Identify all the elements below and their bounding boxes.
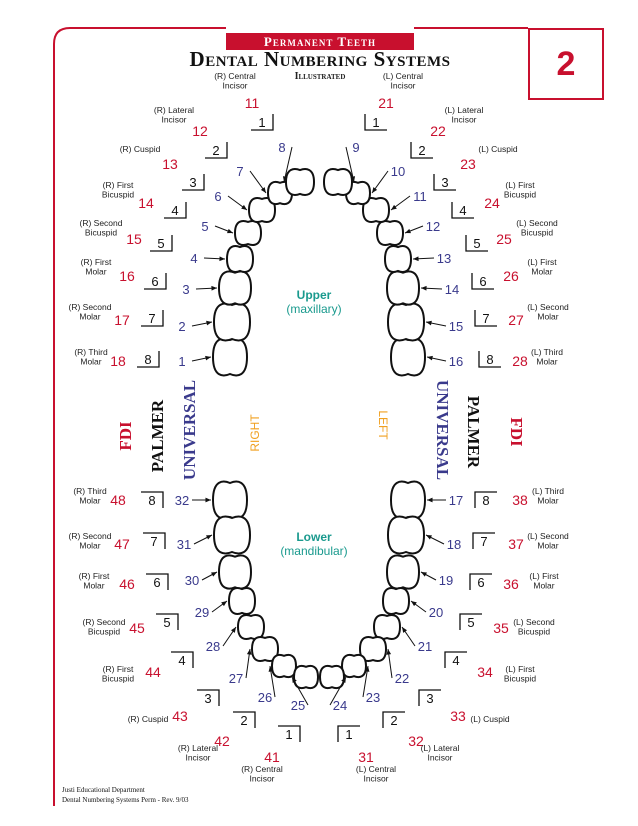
tooth-19 <box>387 555 419 588</box>
universal-number-26: 26 <box>257 690 273 705</box>
palmer-box-lr-0-number: 8 <box>148 493 156 508</box>
palmer-box-lr-5 <box>197 690 219 706</box>
fdi-number-31: 31 <box>358 749 374 765</box>
palmer-box-ur-3-number: 5 <box>157 236 165 251</box>
tooth-name-ur-6: (R) Lateral Incisor <box>153 105 195 125</box>
tooth-26 <box>272 655 296 677</box>
universal-number-6: 6 <box>214 189 222 204</box>
palmer-box-ll-5 <box>419 690 441 706</box>
fdi-label-right: FDI <box>116 421 135 451</box>
tooth-name-ll-5: (L) Cuspid <box>470 714 510 724</box>
palmer-box-ul-7-number: 1 <box>372 115 380 130</box>
palmer-box-ul-4-number: 4 <box>459 203 467 218</box>
fdi-number-16: 16 <box>119 268 135 284</box>
palmer-box-ll-0-number: 8 <box>482 493 490 508</box>
banner: Permanent Teeth <box>226 33 414 50</box>
palmer-box-ul-2-number: 6 <box>479 274 487 289</box>
fdi-number-38: 38 <box>512 492 528 508</box>
tooth-name-ur-1: (R) Second Molar <box>68 302 112 322</box>
palmer-box-ul-3 <box>466 235 488 251</box>
fdi-number-34: 34 <box>477 664 493 680</box>
tooth-name-ul-1: (L) Second Molar <box>527 302 569 322</box>
tooth-name-ur-5: (R) Cuspid <box>119 144 161 154</box>
palmer-box-ll-2-number: 6 <box>477 575 485 590</box>
palmer-box-ur-5 <box>182 174 204 190</box>
universal-number-23: 23 <box>365 690 381 705</box>
tooth-name-lr-3: (R) Second Bicuspid <box>82 617 126 637</box>
tooth-name-ul-5: (L) Cuspid <box>478 144 518 154</box>
tooth-16 <box>391 339 425 376</box>
palmer-box-ll-6 <box>383 712 405 728</box>
pointer-22-head <box>386 649 391 655</box>
tooth-name-lr-7: (R) Central Incisor <box>241 764 283 784</box>
palmer-box-ll-7-number: 1 <box>345 727 353 742</box>
fdi-number-28: 28 <box>512 353 528 369</box>
tooth-32 <box>213 482 247 519</box>
palmer-box-ul-2 <box>472 273 494 289</box>
tooth-4 <box>227 246 253 272</box>
tooth-name-ll-2: (L) First Molar <box>529 571 559 591</box>
pointer-5-head <box>227 229 233 233</box>
palmer-box-lr-7 <box>278 726 300 742</box>
palmer-box-ul-4 <box>452 202 474 218</box>
universal-number-2: 2 <box>178 319 186 334</box>
tooth-name-ll-6: (L) Lateral Incisor <box>420 743 460 763</box>
universal-number-10: 10 <box>390 164 406 179</box>
tooth-name-ll-3: (L) Second Bicuspid <box>513 617 555 637</box>
palmer-box-ur-2 <box>144 273 166 289</box>
palmer-box-ur-6 <box>205 142 227 158</box>
tooth-3 <box>219 271 251 304</box>
universal-number-14: 14 <box>444 282 460 297</box>
universal-number-1: 1 <box>178 354 186 369</box>
fdi-number-32: 32 <box>408 733 424 749</box>
universal-label-left: UNIVERSAL <box>433 379 452 481</box>
universal-label-right: UNIVERSAL <box>180 379 199 481</box>
fdi-number-22: 22 <box>430 123 446 139</box>
palmer-box-ur-3 <box>150 235 172 251</box>
palmer-box-ll-6-number: 2 <box>390 713 398 728</box>
fdi-number-14: 14 <box>138 195 154 211</box>
tooth-name-ul-2: (L) First Molar <box>527 257 557 277</box>
lower-arch-label <box>254 530 374 558</box>
universal-number-27: 27 <box>228 671 244 686</box>
universal-number-7: 7 <box>236 164 244 179</box>
palmer-label-left: PALMER <box>464 395 483 469</box>
universal-number-17: 17 <box>448 493 464 508</box>
tooth-18 <box>388 517 424 554</box>
fdi-number-18: 18 <box>110 353 126 369</box>
palmer-box-ul-5 <box>434 174 456 190</box>
palmer-box-ur-1 <box>141 310 163 326</box>
fdi-number-46: 46 <box>119 576 135 592</box>
upper-arch-title: Upper <box>296 288 332 302</box>
fdi-number-13: 13 <box>162 156 178 172</box>
tooth-29 <box>229 588 255 614</box>
pointer-14-head <box>421 286 427 291</box>
palmer-box-ur-0 <box>137 351 159 367</box>
pointer-27-head <box>247 649 252 655</box>
tooth-14 <box>387 271 419 304</box>
tooth-name-lr-4: (R) First Bicuspid <box>101 664 135 684</box>
fdi-number-43: 43 <box>172 708 188 724</box>
palmer-box-ul-3-number: 5 <box>473 236 481 251</box>
tooth-15 <box>388 304 424 341</box>
tooth-name-ur-0: (R) Third Molar <box>74 347 108 367</box>
tooth-1 <box>213 339 247 376</box>
pointer-15-head <box>426 321 432 326</box>
universal-number-15: 15 <box>448 319 464 334</box>
fdi-number-26: 26 <box>503 268 519 284</box>
palmer-box-ur-4-number: 4 <box>171 203 179 218</box>
fdi-number-11: 11 <box>244 95 260 111</box>
tooth-30 <box>219 555 251 588</box>
tooth-name-ll-4: (L) First Bicuspid <box>503 664 537 684</box>
palmer-box-lr-7-number: 1 <box>285 727 293 742</box>
universal-number-32: 32 <box>174 493 190 508</box>
side-label-left: LEFT <box>376 410 390 440</box>
tooth-name-ul-6: (L) Lateral Incisor <box>444 105 484 125</box>
pointer-21-head <box>402 627 407 633</box>
fdi-number-44: 44 <box>145 664 161 680</box>
fdi-number-47: 47 <box>114 536 130 552</box>
palmer-box-ur-0-number: 8 <box>144 352 152 367</box>
palmer-box-ll-1 <box>473 533 495 549</box>
pointer-32-head <box>205 498 211 503</box>
fdi-number-17: 17 <box>114 312 130 328</box>
tooth-name-ll-0: (L) Third Molar <box>532 486 564 506</box>
tooth-25 <box>294 666 318 688</box>
palmer-box-ll-1-number: 7 <box>480 534 488 549</box>
universal-number-30: 30 <box>184 573 200 588</box>
pointer-13-head <box>413 256 419 261</box>
footer-line-2: Dental Numbering Systems Perm - Rev. 9/03 <box>62 796 189 804</box>
universal-number-5: 5 <box>201 219 209 234</box>
fdi-number-25: 25 <box>496 231 512 247</box>
pointer-3-head <box>211 286 217 291</box>
palmer-box-ul-1-number: 7 <box>482 311 490 326</box>
universal-number-3: 3 <box>182 282 190 297</box>
palmer-box-lr-6 <box>233 712 255 728</box>
fdi-number-37: 37 <box>508 536 524 552</box>
palmer-box-ul-7 <box>365 114 387 130</box>
universal-number-16: 16 <box>448 354 464 369</box>
palmer-box-ur-2-number: 6 <box>151 274 159 289</box>
pointer-17-head <box>427 498 433 503</box>
palmer-box-ll-2 <box>470 574 492 590</box>
palmer-box-ll-0 <box>475 492 497 508</box>
footer-line-1: Justi Educational Department <box>62 786 145 794</box>
pointer-4-head <box>219 256 225 261</box>
palmer-box-ur-6-number: 2 <box>212 143 220 158</box>
palmer-box-lr-2-number: 6 <box>153 575 161 590</box>
page-subtitle: Illustrated <box>294 71 346 82</box>
palmer-box-ll-7 <box>338 726 360 742</box>
palmer-box-ll-4 <box>445 652 467 668</box>
tooth-name-lr-2: (R) First Molar <box>78 571 110 591</box>
fdi-number-21: 21 <box>378 95 394 111</box>
universal-number-4: 4 <box>190 251 198 266</box>
page-number: 2 <box>528 28 604 100</box>
tooth-name-ul-0: (L) Third Molar <box>531 347 563 367</box>
tooth-24 <box>320 666 344 688</box>
universal-number-22: 22 <box>394 671 410 686</box>
tooth-2 <box>214 304 250 341</box>
universal-number-21: 21 <box>417 639 433 654</box>
tooth-name-ll-7: (L) Central Incisor <box>355 764 397 784</box>
tooth-12 <box>377 221 403 245</box>
tooth-name-ur-4: (R) First Bicuspid <box>101 180 135 200</box>
palmer-box-ll-4-number: 4 <box>452 653 460 668</box>
palmer-box-lr-2 <box>146 574 168 590</box>
palmer-box-ur-4 <box>164 202 186 218</box>
pointer-1-head <box>205 356 211 361</box>
universal-number-18: 18 <box>446 537 462 552</box>
fdi-number-23: 23 <box>460 156 476 172</box>
pointer-29-head <box>221 601 227 606</box>
palmer-box-lr-4 <box>171 652 193 668</box>
pointer-2-head <box>206 321 212 326</box>
universal-number-13: 13 <box>436 251 452 266</box>
tooth-28 <box>238 615 264 639</box>
palmer-box-ul-6-number: 2 <box>418 143 426 158</box>
tooth-5 <box>235 221 261 245</box>
tooth-name-lr-0: (R) Third Molar <box>73 486 107 506</box>
palmer-box-lr-3-number: 5 <box>163 615 171 630</box>
fdi-number-35: 35 <box>493 620 509 636</box>
tooth-9 <box>324 169 352 195</box>
tooth-name-ul-3: (L) Second Bicuspid <box>516 218 558 238</box>
palmer-box-lr-1-number: 7 <box>150 534 158 549</box>
universal-number-28: 28 <box>205 639 221 654</box>
pointer-10-head <box>372 187 377 193</box>
tooth-name-ur-7: (R) Central Incisor <box>214 71 256 91</box>
palmer-box-ll-3-number: 5 <box>467 615 475 630</box>
upper-arch-sub: (maxillary) <box>286 302 342 316</box>
palmer-box-ur-7-number: 1 <box>258 115 266 130</box>
universal-number-20: 20 <box>428 605 444 620</box>
palmer-box-lr-5-number: 3 <box>204 691 212 706</box>
tooth-17 <box>391 482 425 519</box>
fdi-number-27: 27 <box>508 312 524 328</box>
fdi-number-41: 41 <box>264 749 280 765</box>
palmer-box-ur-5-number: 3 <box>189 175 197 190</box>
universal-number-29: 29 <box>194 605 210 620</box>
tooth-name-lr-1: (R) Second Molar <box>68 531 112 551</box>
universal-number-11: 11 <box>413 189 427 204</box>
fdi-number-45: 45 <box>129 620 145 636</box>
palmer-box-ul-0 <box>479 351 501 367</box>
tooth-name-lr-6: (R) Lateral Incisor <box>177 743 219 763</box>
tooth-name-ll-1: (L) Second Molar <box>527 531 569 551</box>
fdi-number-42: 42 <box>214 733 230 749</box>
tooth-8 <box>286 169 314 195</box>
pointer-20-head <box>411 601 417 606</box>
tooth-31 <box>214 517 250 554</box>
fdi-number-48: 48 <box>110 492 126 508</box>
pointer-11-head <box>391 205 397 210</box>
palmer-box-lr-6-number: 2 <box>240 713 248 728</box>
pointer-16-head <box>427 356 433 361</box>
palmer-box-ll-5-number: 3 <box>426 691 434 706</box>
palmer-box-ul-1 <box>475 310 497 326</box>
fdi-label-left: FDI <box>507 417 526 447</box>
fdi-number-36: 36 <box>503 576 519 592</box>
pointer-28-head <box>231 627 236 633</box>
tooth-name-ul-4: (L) First Bicuspid <box>503 180 537 200</box>
pointer-7-head <box>261 187 266 193</box>
universal-number-8: 8 <box>278 140 286 155</box>
universal-number-12: 12 <box>425 219 441 234</box>
palmer-box-lr-3 <box>156 614 178 630</box>
palmer-box-ur-1-number: 7 <box>148 311 156 326</box>
universal-number-24: 24 <box>332 698 348 713</box>
palmer-box-lr-4-number: 4 <box>178 653 186 668</box>
palmer-box-lr-0 <box>141 492 163 508</box>
palmer-label-right: PALMER <box>148 399 167 473</box>
palmer-box-lr-1 <box>143 533 165 549</box>
upper-arch-label <box>254 288 374 316</box>
tooth-21 <box>374 615 400 639</box>
tooth-name-ur-3: (R) Second Bicuspid <box>79 218 123 238</box>
palmer-box-ur-7 <box>251 114 273 130</box>
universal-number-31: 31 <box>176 537 192 552</box>
lower-arch-sub: (mandibular) <box>280 544 348 558</box>
universal-number-9: 9 <box>352 140 360 155</box>
tooth-name-ur-2: (R) First Molar <box>80 257 112 277</box>
fdi-number-12: 12 <box>192 123 208 139</box>
palmer-box-ul-0-number: 8 <box>486 352 494 367</box>
universal-number-25: 25 <box>290 698 306 713</box>
universal-number-19: 19 <box>438 573 454 588</box>
palmer-box-ll-3 <box>460 614 482 630</box>
tooth-name-lr-5: (R) Cuspid <box>127 714 169 724</box>
palmer-box-ul-6 <box>411 142 433 158</box>
fdi-number-33: 33 <box>450 708 466 724</box>
lower-arch-title: Lower <box>296 530 332 544</box>
palmer-box-ul-5-number: 3 <box>441 175 449 190</box>
side-label-right: RIGHT <box>248 414 262 452</box>
tooth-20 <box>383 588 409 614</box>
pointer-12-head <box>405 229 411 233</box>
tooth-23 <box>342 655 366 677</box>
pointer-6-head <box>241 205 247 210</box>
page-title: Dental Numbering Systems <box>189 47 451 71</box>
fdi-number-24: 24 <box>484 195 500 211</box>
tooth-name-ul-7: (L) Central Incisor <box>382 71 424 91</box>
tooth-13 <box>385 246 411 272</box>
fdi-number-15: 15 <box>126 231 142 247</box>
